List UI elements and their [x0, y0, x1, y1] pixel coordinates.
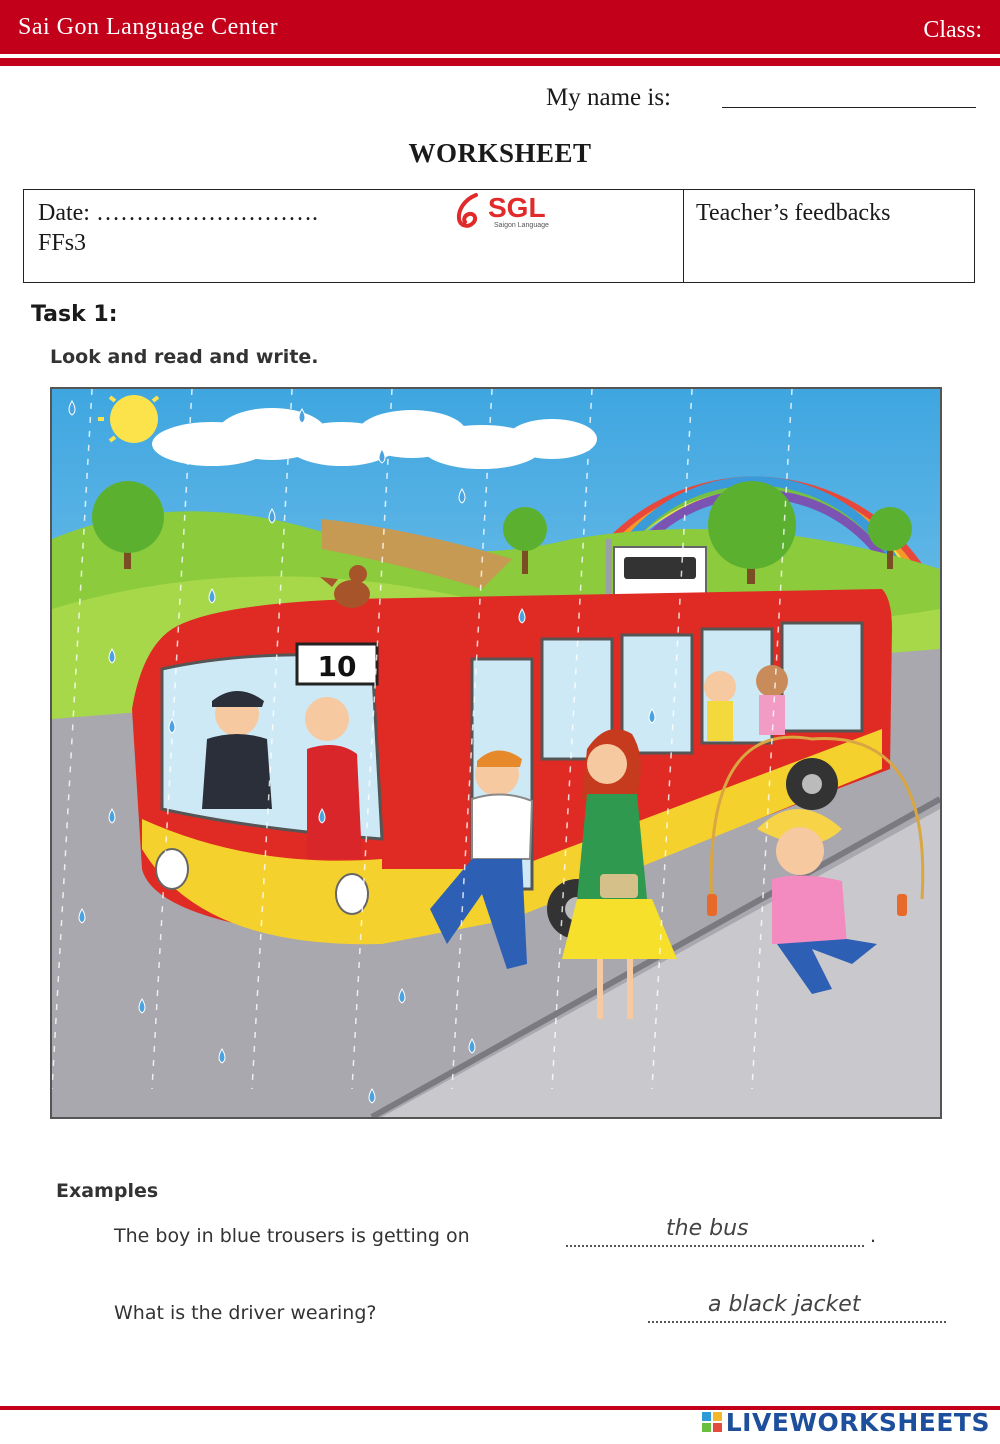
name-label: My name is: [546, 84, 671, 111]
bus-stop-illustration [50, 387, 942, 1119]
scene-svg [52, 389, 940, 1117]
course-code: FFs3 [38, 230, 87, 256]
info-table [23, 189, 975, 283]
example-sentence-1: The boy in blue trousers is getting on [114, 1225, 470, 1247]
bus-number: 10 [317, 650, 357, 683]
example-answer-line-2 [648, 1321, 946, 1323]
examples-heading: Examples [56, 1180, 159, 1202]
sgl-logo-icon [454, 192, 488, 232]
header-divider [0, 58, 1000, 66]
example-end-1: . [870, 1225, 877, 1247]
example-answer-1: the bus [666, 1216, 749, 1241]
class-label: Class: [923, 17, 982, 43]
logo-subtext: Saigon Language [494, 222, 549, 229]
worksheet-title: WORKSHEET [408, 138, 592, 168]
header-bar [0, 0, 1000, 54]
example-sentence-2: What is the driver wearing? [114, 1302, 377, 1324]
info-left-cell [24, 190, 684, 282]
brand-squares-icon [702, 1412, 722, 1432]
example-answer-2: a black jacket [708, 1292, 861, 1317]
example-answer-line-1 [566, 1245, 864, 1247]
teacher-feedback-label: Teacher’s feedbacks [696, 200, 891, 226]
date-label: Date: ………………………. [38, 200, 318, 226]
brand-text: LIVEWORKSHEETS [725, 1407, 990, 1437]
sgl-logo [454, 192, 564, 232]
task-instruction: Look and read and write. [50, 346, 319, 368]
liveworksheets-brand [702, 1404, 990, 1440]
logo-text: SGL [488, 192, 546, 223]
task-label: Task 1: [31, 302, 118, 327]
center-name: Sai Gon Language Center [18, 14, 279, 40]
name-input-line[interactable] [722, 107, 976, 108]
